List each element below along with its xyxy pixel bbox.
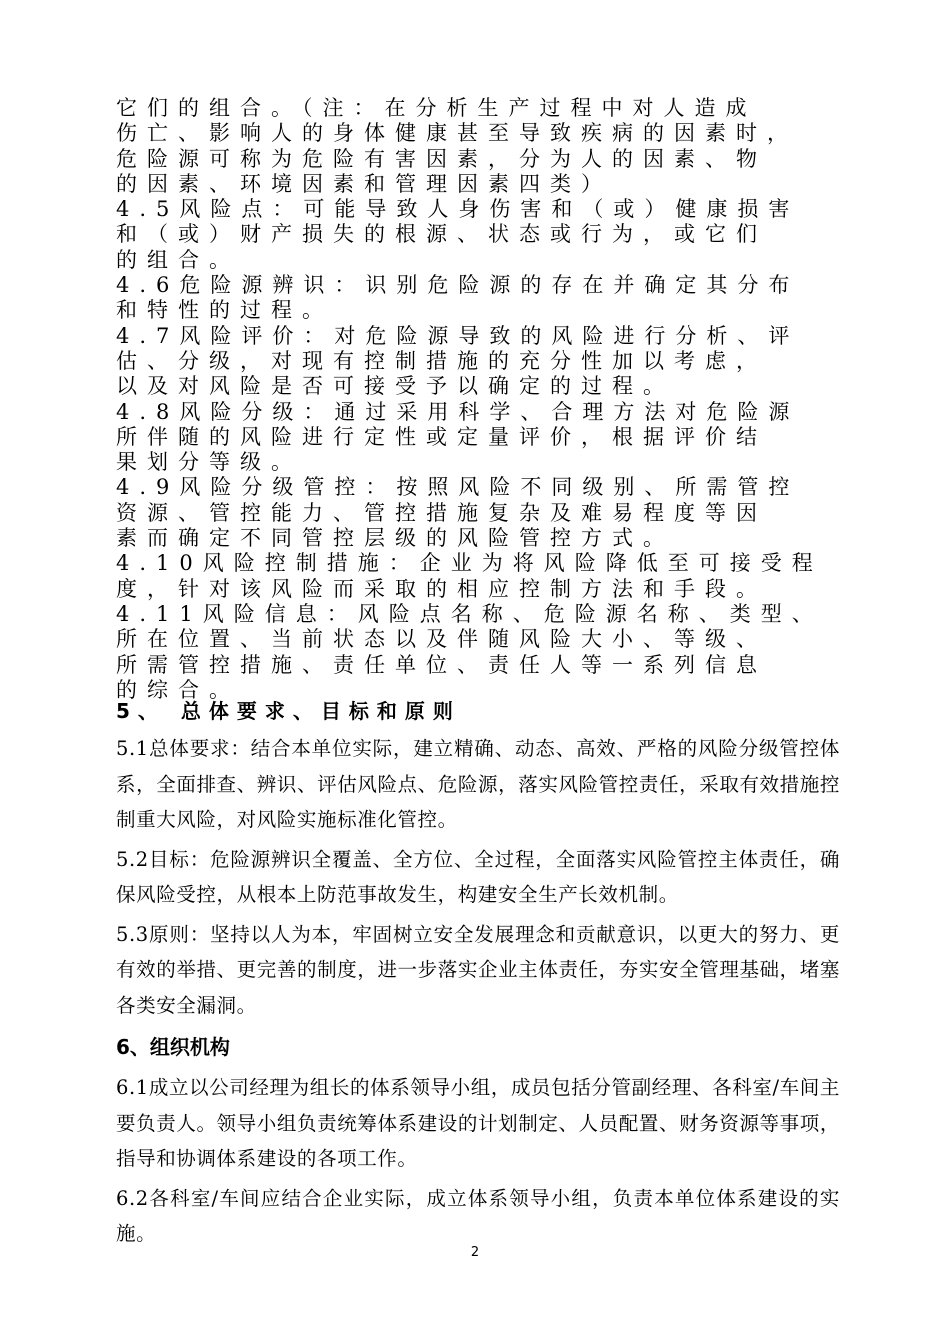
text-line: 以及对风险是否可接受予以确定的过程。 [116,374,674,399]
text-line: 的综合。 [116,677,240,702]
text-line: 所伴随的风险进行定性或定量评价，根据评价结 [116,424,767,449]
text-line: 素而确定不同管控层级的风险管控方式。 [116,526,674,551]
text-line: 度，针对该风险而采取的相应控制方法和手段。 [116,576,767,601]
section-5-3-paragraph: 5.3原则：坚持以人为本，牢固树立安全发展理念和贡献意识，以更大的努力、更有效的举措、更完善的制度，进一步落实企业主体责任，夯实安全管理基础，堵塞各类安全漏洞。 [116,922,840,1017]
text-line: 4.10风险控制措施：企业为将风险降低至可接受程 [116,551,823,576]
text-line: 4.8风险分级：通过采用科学、合理方法对危险源 [116,399,800,424]
text-line: 所需管控措施、责任单位、责任人等一系列信息 [116,652,767,677]
text-line: 资源、管控能力、管控措施复杂及难易程度等因 [116,500,767,525]
text-line: 和（或）财产损失的根源、状态或行为，或它们 [116,222,767,247]
text-line: 4.7风险评价：对危险源导致的风险进行分析、评 [116,323,800,348]
text-line: 4.11风险信息：风险点名称、危险源名称、类型、 [116,601,823,626]
text-line: 4.5风险点：可能导致人身伤害和（或）健康损害 [116,197,800,222]
section-5-1-paragraph: 5.1总体要求：结合本单位实际，建立精确、动态、高效、严格的风险分级管控体系，全面排查、辨识、评估风险点、危险源，落实风险管控责任，采取有效措施控制重大风险，对风险实施标准化管控。 [116,737,840,831]
text-line: 和特性的过程。 [116,298,333,323]
text-line: 危险源可称为危险有害因素，分为人的因素、物 [116,146,767,171]
page-number: 2 [470,1245,480,1260]
section-6-1-paragraph: 6.1成立以公司经理为组长的体系领导小组，成员包括分管副经理、各科室/车间主要负责人。领导小组负责统筹体系建设的计划制定、人员配置、财务资源等事项，指导和协调体系建设的各项工作。 [116,1076,840,1170]
section-5-heading: 5、 总体要求、目标和原则 [116,699,461,723]
text-line: 它们的组合。（注：在分析生产过程中对人造成 [116,96,757,120]
definitions-block [116,96,834,703]
section-5-2-paragraph: 5.2目标：危险源辨识全覆盖、全方位、全过程，全面落实风险管控主体责任，确保风险受控，从根本上防范事故发生，构建安全生产长效机制。 [116,847,840,906]
text-line: 伤亡、影响人的身体健康甚至导致疾病的因素时， [116,121,798,146]
text-line: 4.6危险源辨识：识别危险源的存在并确定其分布 [116,273,800,298]
section-6-heading: 6、组织机构 [116,1035,230,1059]
text-line: 估、分级，对现有控制措施的充分性加以考虑， [116,348,767,373]
text-line: 4.9风险分级管控：按照风险不同级别、所需管控 [116,475,800,500]
text-line: 果划分等级。 [116,450,302,475]
sections-block [116,697,840,1256]
text-line: 的组合。 [116,247,240,272]
text-line: 的因素、环境因素和管理因素四类） [116,171,612,196]
text-line: 所在位置、当前状态以及伴随风险大小、等级、 [116,627,767,652]
section-6-2-paragraph: 6.2各科室/车间应结合企业实际，成立体系领导小组，负责本单位体系建设的实施。 [116,1186,840,1245]
